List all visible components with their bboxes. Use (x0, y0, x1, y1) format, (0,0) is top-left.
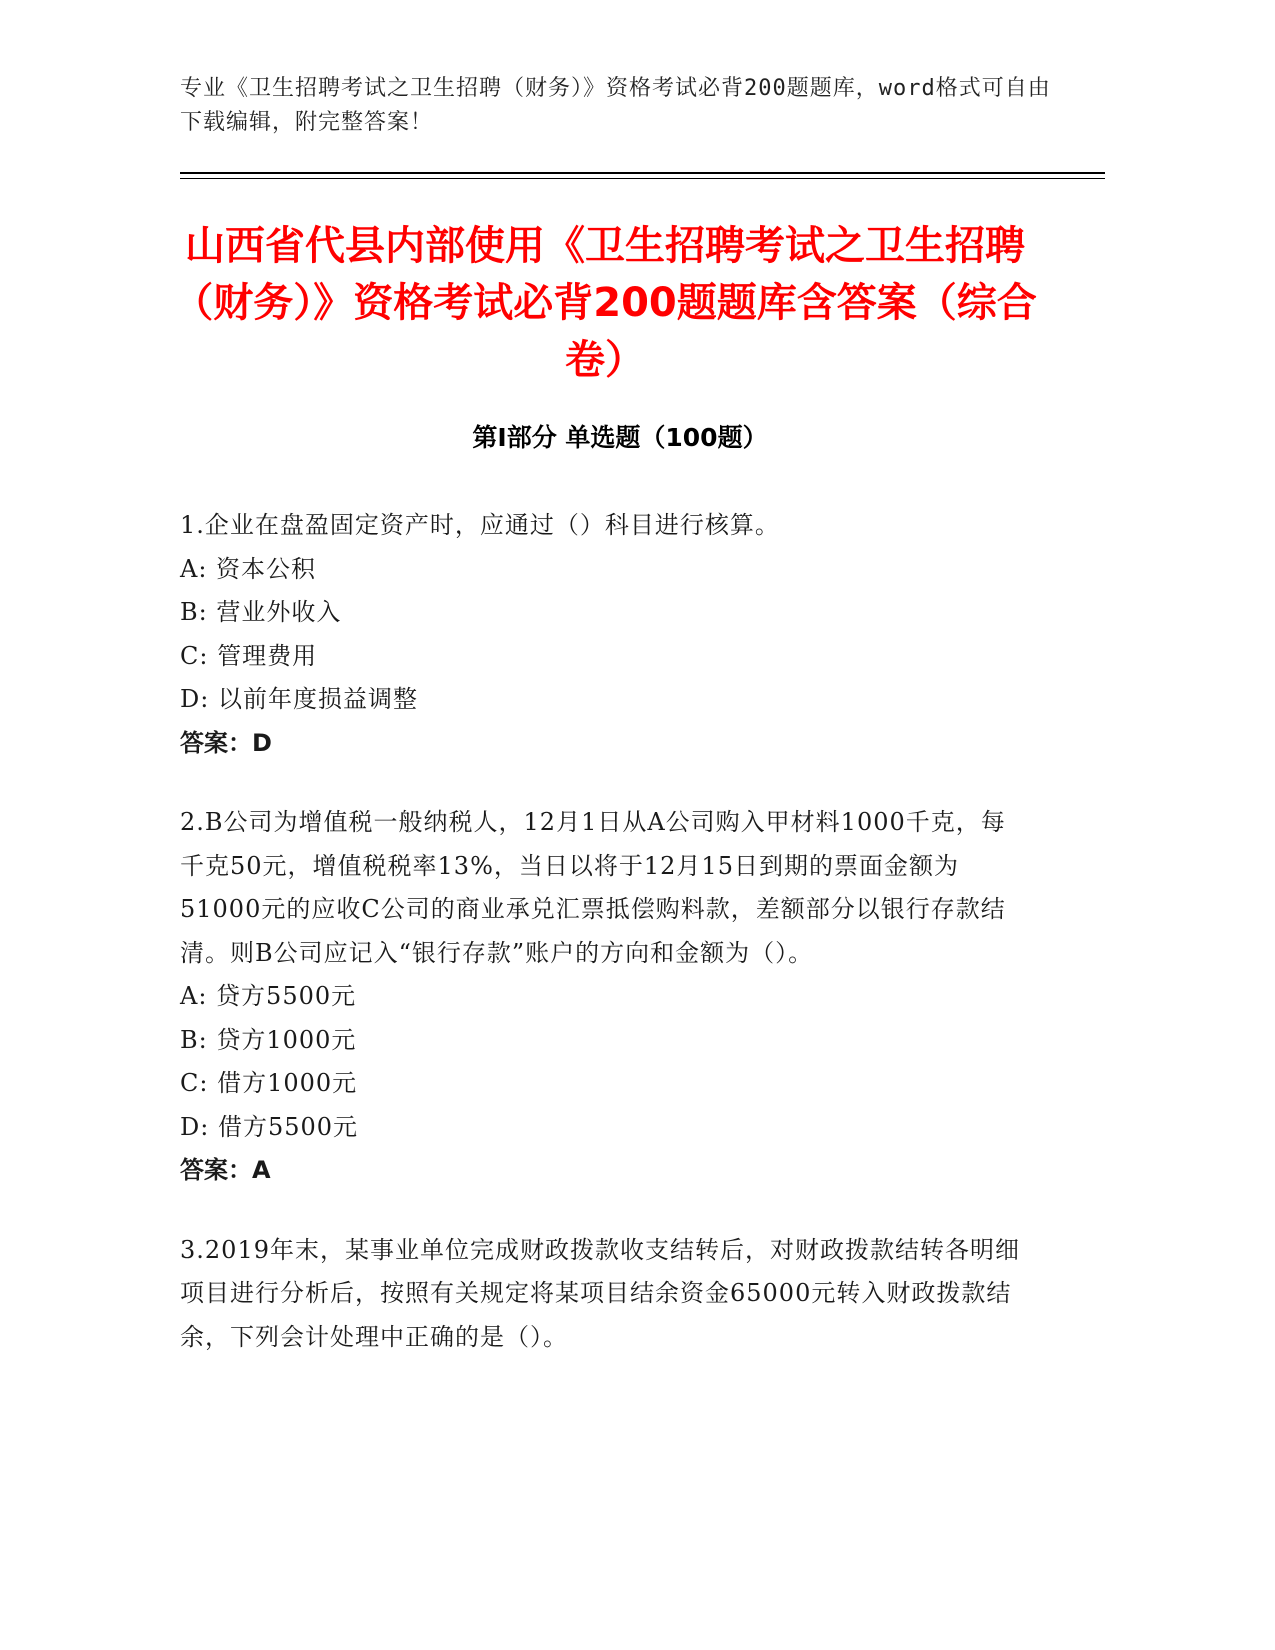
question-list (180, 504, 1030, 1395)
question-stem: 1.企业在盘盈固定资产时，应通过（）科目进行核算。 (180, 511, 780, 539)
header-divider-thin (180, 178, 1105, 179)
header-divider-thick (180, 172, 1105, 174)
question-3 (180, 1229, 1030, 1360)
header-note: 专业《卫生招聘考试之卫生招聘（财务）》资格考试必背200题题库，word格式可自由下载编辑，附完整答案！ (180, 76, 1051, 135)
question-1 (180, 504, 1030, 765)
section-title: 第I部分 单选题（100题） (472, 423, 768, 452)
question-stem: 3.2019年末，某事业单位完成财政拨款收支结转后，对财政拨款结转各明细项目进行分析后，按照有关规定将某项目结余资金65000元转入财政拨款结余，下列会计处理中正确的是（）。 (180, 1235, 1020, 1351)
option-c: C: 借方1000元 (180, 1069, 358, 1097)
option-b: B: 贷方1000元 (180, 1025, 357, 1054)
document-title: 山西省代县内部使用《卫生招聘考试之卫生招聘（财务）》资格考试必背200题题库含答案（综合卷） (173, 223, 1037, 383)
option-d: D: 以前年度损益调整 (180, 685, 418, 713)
option-b: B: 营业外收入 (180, 598, 342, 626)
option-d: D: 借方5500元 (180, 1112, 359, 1141)
answer-label: 答案：D (180, 728, 272, 757)
option-a: A: 资本公积 (180, 554, 317, 583)
answer-label: 答案：A (180, 1156, 271, 1184)
question-2 (180, 801, 1030, 1193)
option-c: C: 管理费用 (180, 641, 318, 670)
option-a: A: 贷方5500元 (180, 982, 357, 1010)
question-stem: 2.B公司为增值税一般纳税人，12月1日从A公司购入甲材料1000千克，每千克50元，增值税税率13%，当日以将于12月15日到期的票面金额为51000元的应收C公司的商业承兑汇票抵偿购料款，差额部分以银行存款结清。则B公司应记入“银行存款”账户的方向和金额为（）。 (180, 808, 1006, 967)
